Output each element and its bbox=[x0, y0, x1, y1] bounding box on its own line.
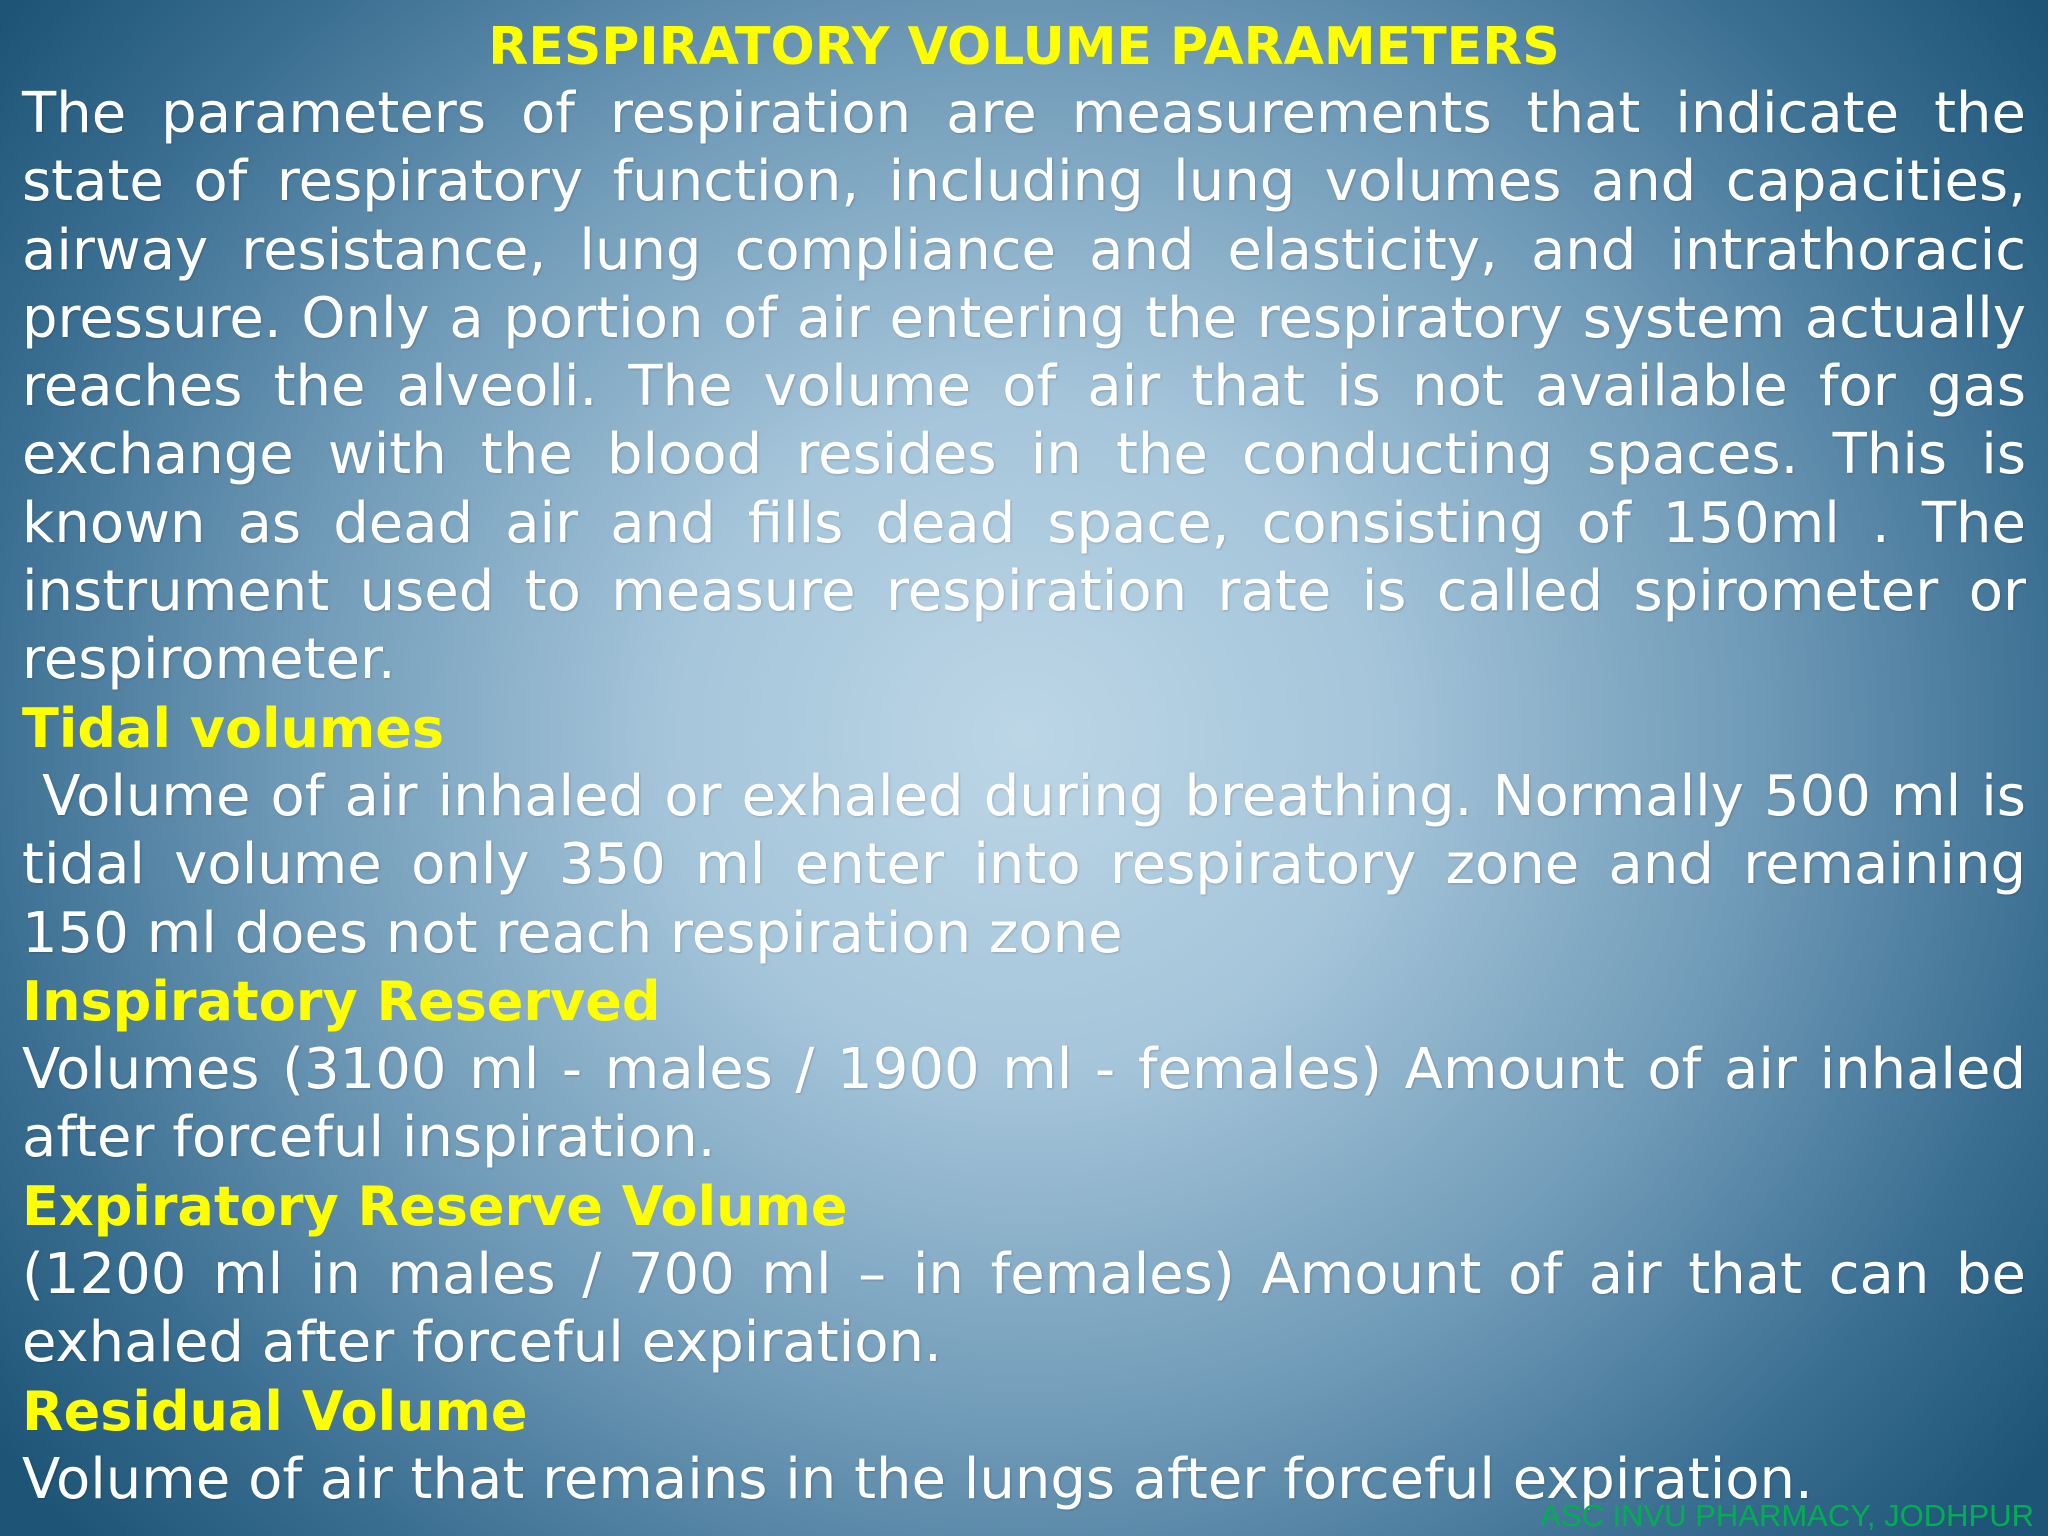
tidal-volume-text: Volume of air inhaled or exhaled during breathing. Normally 500 ml is tidal volume only 350 ml enter into respiratory zone and remaining 150 ml does not reach respiration zone bbox=[22, 763, 2044, 966]
footer-institution: ASC INVU PHARMACY, JODHPUR bbox=[1540, 1498, 2034, 1533]
inspiratory-reserve-text: Volumes (3100 ml - males / 1900 ml - females) Amount of air inhaled after forceful inspiration. bbox=[22, 1037, 2026, 1171]
expiratory-reserve-text: (1200 ml in males / 700 ml – in females) Amount of air that can be exhaled after forceful expiration. bbox=[22, 1242, 2026, 1376]
tidal-volume-heading: Tidal volumes bbox=[22, 696, 445, 760]
residual-volume-text: Volume of air that remains in the lungs after forceful expiration. bbox=[22, 1446, 1813, 1512]
inspiratory-reserve-heading: Inspiratory Reserved bbox=[22, 969, 661, 1033]
slide-title: RESPIRATORY VOLUME PARAMETERS bbox=[488, 17, 1560, 77]
residual-volume-heading: Residual Volume bbox=[22, 1379, 528, 1443]
intro-paragraph: The parameters of respiration are measurements that indicate the state of respiratory function, including lung volumes and capacities, airway resistance, lung compliance and elasticity, and intrathoracic pressure. Only a portion of air entering the respiratory system actually reaches the alveoli. The volume of air that is not available for gas exchange with the blood resides in the conducting spaces. This is known as dead air and fills dead space, consisting of 150ml . The instrument used to measure respiration rate is called spirometer or respirometer. bbox=[22, 81, 2026, 693]
expiratory-reserve-heading: Expiratory Reserve Volume bbox=[22, 1174, 848, 1238]
slide-content bbox=[22, 80, 2044, 1514]
